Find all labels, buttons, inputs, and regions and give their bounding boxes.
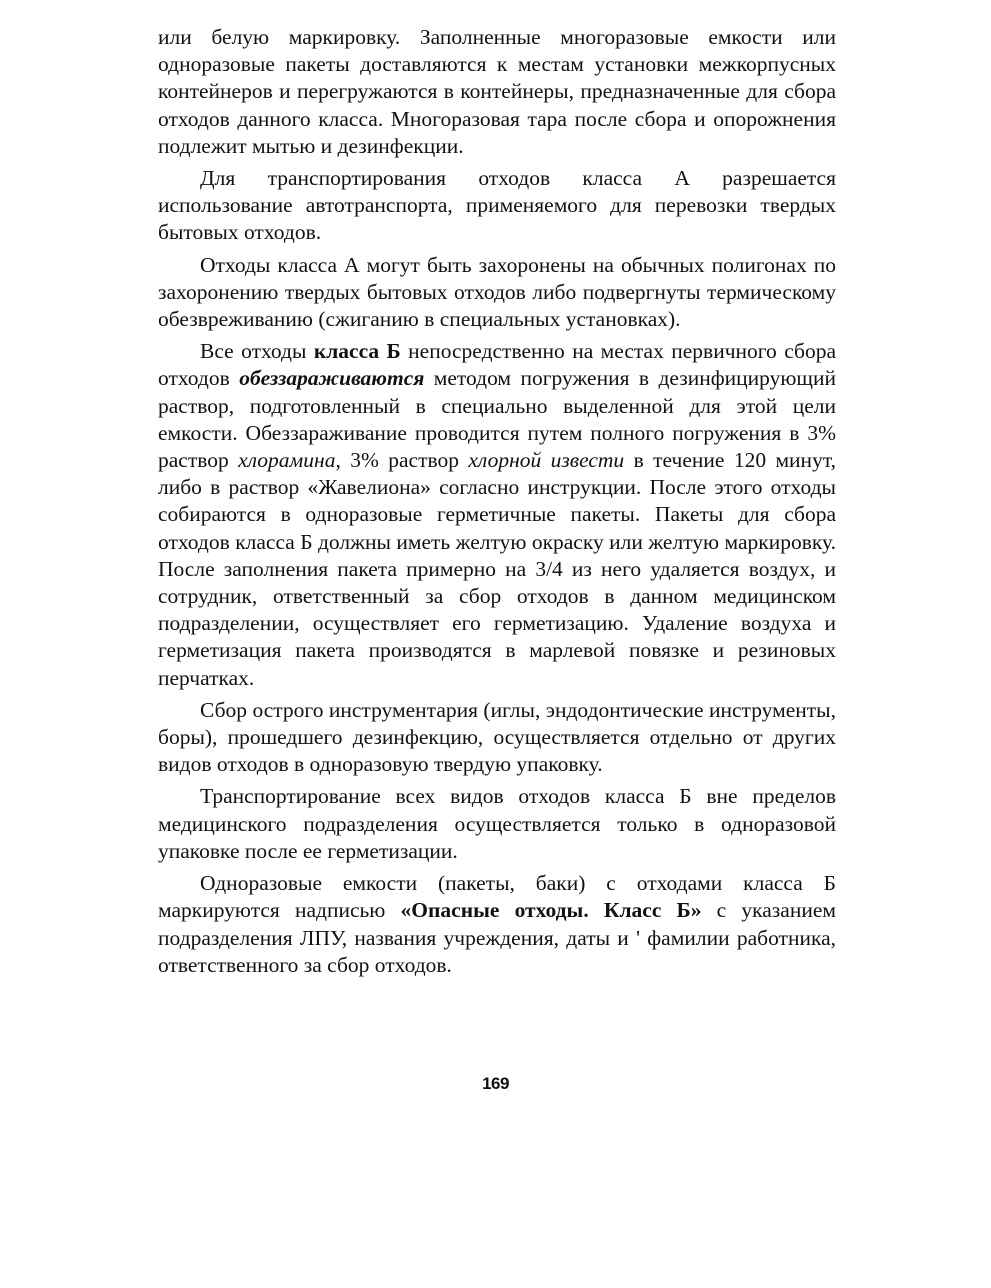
bold-label-hazard: «Опасные отходы. Класс Б» xyxy=(400,898,702,923)
bold-term-class-b: класса Б xyxy=(313,339,401,364)
paragraph-4 xyxy=(158,338,836,692)
page-number: 169 xyxy=(482,1074,509,1093)
text-segment: непосредственно на местах первичного сбора отходов xyxy=(158,339,837,391)
paragraph-2 xyxy=(158,165,836,247)
text-segment: в течение 120 минут, либо в раствор «Жавелиона» согласно инструкции. После этого отходы собираются в одноразовые герметичные пакеты. Пакеты для сбора отходов класса Б должны иметь желтую окраску или желтую маркировку. После заполнения пакета примерно на 3/4 из него удаляется воздух, и сотрудник, ответственный за сбор отходов в данном медицинском подразделении, осуществляет его герметизацию. Удаление воздуха и герметизация пакета производятся в марлевой повязке и резиновых перчатках. xyxy=(158,448,836,690)
paragraph-1 xyxy=(158,24,836,160)
page-body xyxy=(158,24,836,984)
paragraph-7 xyxy=(158,870,836,979)
text-segment: Сбор острого инструментария (иглы, эндодонтические инструменты, боры), прошедшего дезинфекцию, осуществляется отдельно от других видов отходов в одноразовую твердую упаковку. xyxy=(158,697,836,777)
text-segment: , 3% раствор xyxy=(335,448,469,473)
text-segment: Одноразовые емкости (пакеты, баки) с отходами класса Б маркируются надписью xyxy=(158,871,836,923)
text-segment: Для транспортирования отходов класса А разрешается использование автотранспорта, применяемого для перевозки твердых бытовых отходов. xyxy=(158,166,836,245)
text-segment: методом погружения в дезинфицирующий раствор, подготовленный в специально выделенной для этой цели емкости. Обеззараживание проводится путем полного погружения в 3% раствор xyxy=(158,366,836,473)
text-segment: Все отходы xyxy=(200,339,314,364)
paragraph-5 xyxy=(158,697,836,779)
text-segment: Отходы класса А могут быть захоронены на обычных полигонах по захоронению твердых бытовых отходов либо подвергнуты термическому обезвреживанию (сжиганию в специальных установках). xyxy=(158,252,836,332)
bold-italic-term: обеззараживаются xyxy=(239,366,425,391)
italic-term-chlorine-lime: хлорной извести xyxy=(468,448,625,473)
italic-term-chloramine: хлорамина xyxy=(238,448,336,473)
text-segment: или белую маркировку. Заполненные многоразовые емкости или одноразовые пакеты доставляются к местам установки межкорпусных контейнеров и перегружаются в контейнеры, предназначенные для сбора отходов данного класса. Многоразовая тара после сбора и опорожнения подлежит мытью и дезинфекции. xyxy=(158,25,836,158)
text-segment: Транспортирование всех видов отходов класса Б вне пределов медицинского подразделения осуществляется только в одноразовой упаковке после ее герметизации. xyxy=(158,784,836,863)
paragraph-3 xyxy=(158,252,836,334)
text-segment: с указанием подразделения ЛПУ, названия учреждения, даты и ' фамилии работника, ответственного за сбор отходов. xyxy=(158,898,837,977)
paragraph-6 xyxy=(158,783,836,865)
